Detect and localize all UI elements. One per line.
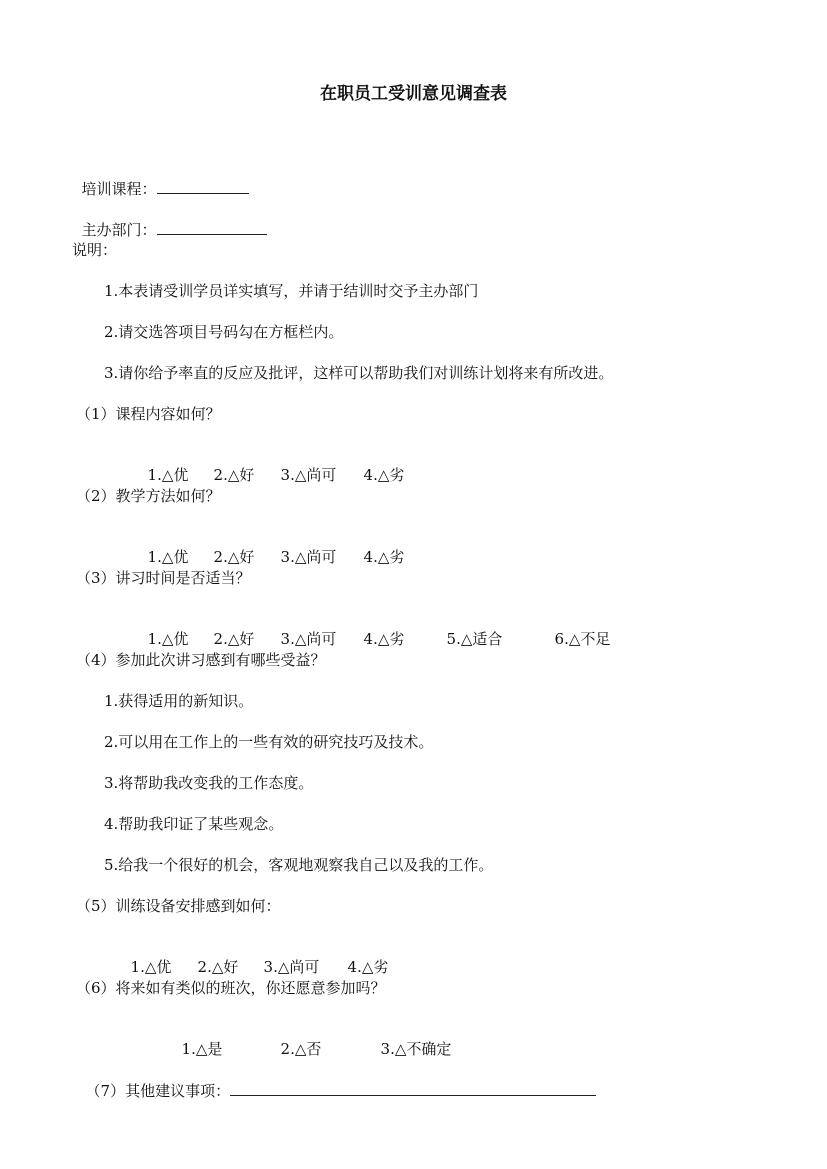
question-6-options	[172, 1019, 451, 1059]
option-fair[interactable]: 3.△尚可	[280, 630, 337, 648]
instruction-item: 2.请交选答项目号码勾在方框栏内。	[104, 323, 344, 341]
option-excellent[interactable]: 1.△优	[147, 548, 189, 566]
option-excellent[interactable]: 1.△优	[130, 958, 172, 976]
page-title: 在职员工受训意见调查表	[320, 84, 507, 104]
department-field	[72, 199, 267, 240]
instruction-item: 1.本表请受训学员详实填写，并请于结训时交予主办部门	[104, 282, 479, 300]
benefit-item[interactable]: 1.获得适用的新知识。	[104, 692, 254, 710]
benefit-item[interactable]: 5.给我一个很好的机会，客观地观察我自己以及我的工作。	[104, 856, 494, 874]
option-excellent[interactable]: 1.△优	[147, 466, 189, 484]
option-yes[interactable]: 1.△是	[181, 1040, 223, 1058]
suggestions-input-line[interactable]	[230, 1080, 596, 1096]
option-poor[interactable]: 4.△劣	[363, 630, 405, 648]
option-poor[interactable]: 4.△劣	[347, 958, 389, 976]
option-good[interactable]: 2.△好	[213, 466, 255, 484]
question-5: （5）训练设备安排感到如何：	[76, 897, 281, 915]
option-good[interactable]: 2.△好	[213, 548, 255, 566]
department-label: 主办部门：	[81, 221, 157, 239]
option-fair[interactable]: 3.△尚可	[280, 466, 337, 484]
course-input-line[interactable]	[157, 178, 249, 194]
question-7-label: （7）其他建议事项：	[85, 1082, 231, 1100]
option-fair[interactable]: 3.△尚可	[263, 958, 320, 976]
benefit-item[interactable]: 4.帮助我印证了某些观念。	[104, 815, 284, 833]
question-3: （3）讲习时间是否适当？	[76, 569, 251, 587]
course-field	[72, 158, 249, 199]
question-3-options	[138, 609, 610, 649]
option-excellent[interactable]: 1.△优	[147, 630, 189, 648]
option-no[interactable]: 2.△否	[280, 1040, 322, 1058]
option-poor[interactable]: 4.△劣	[363, 466, 405, 484]
benefit-item[interactable]: 3.将帮助我改变我的工作态度。	[104, 774, 314, 792]
question-5-options	[121, 937, 388, 977]
course-label: 培训课程：	[81, 180, 157, 198]
question-6: （6）将来如有类似的班次，你还愿意参加吗？	[76, 979, 386, 997]
question-1-options	[138, 445, 404, 485]
question-2-options	[138, 527, 404, 567]
instructions-heading: 说明：	[72, 241, 118, 259]
instruction-item: 3.请你给予率直的反应及批评，这样可以帮助我们对训练计划将来有所改进。	[104, 364, 614, 382]
option-fair[interactable]: 3.△尚可	[280, 548, 337, 566]
benefit-item[interactable]: 2.可以用在工作上的一些有效的研究技巧及技术。	[104, 733, 434, 751]
option-insufficient[interactable]: 6.△不足	[554, 630, 611, 648]
question-1: （1）课程内容如何？	[76, 405, 221, 423]
question-4: （4）参加此次讲习感到有哪些受益？	[76, 651, 326, 669]
option-good[interactable]: 2.△好	[213, 630, 255, 648]
option-poor[interactable]: 4.△劣	[363, 548, 405, 566]
option-unsure[interactable]: 3.△不确定	[380, 1040, 452, 1058]
question-7	[76, 1060, 596, 1101]
option-good[interactable]: 2.△好	[197, 958, 239, 976]
department-input-line[interactable]	[157, 219, 267, 235]
question-2: （2）教学方法如何？	[76, 487, 221, 505]
option-suitable[interactable]: 5.△适合	[446, 630, 503, 648]
